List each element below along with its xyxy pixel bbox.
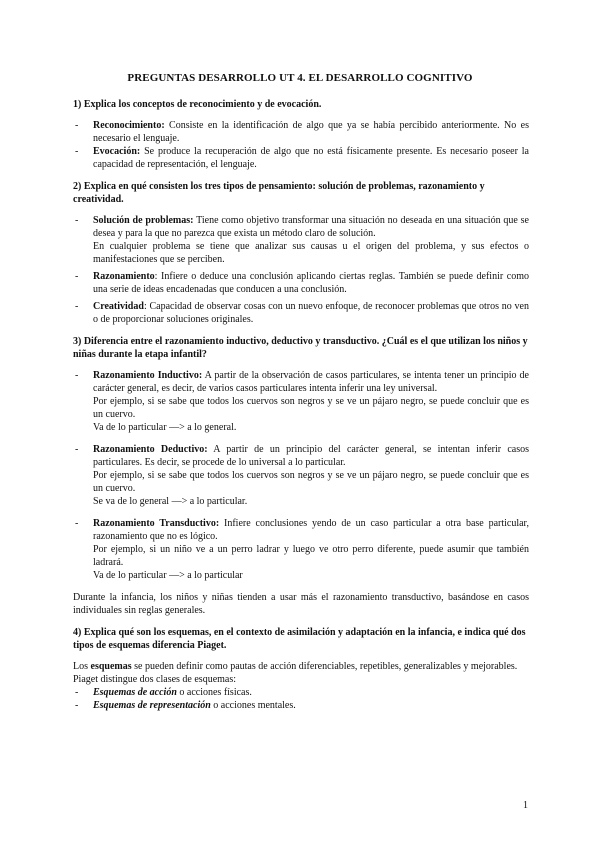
q3-item-deductivo-example: Por ejemplo, si se sabe que todos los cuervos son negros y se ve un pájaro negro, se puede concluir que es un cuervo.: [93, 470, 529, 494]
q2-item-creatividad: [73, 300, 529, 326]
q1-item-reconocimiento: [73, 119, 529, 145]
definition: A partir de la observación de casos particulares, se intenta tener un principio de carácter general, es decir, de varios casos particulares intenta inferir una ley universal.: [93, 370, 529, 394]
q3-item-transductivo-example: Por ejemplo, si un niño ve a un perro ladrar y luego ve otro perro diferente, puede asumir que también ladrará.: [93, 544, 529, 568]
q3-item-transductivo: [73, 517, 529, 543]
bullet-dash: -: [75, 120, 79, 131]
term: Razonamiento: [93, 271, 155, 282]
definition: Infiere conclusiones yendo de un caso particular a otra base particular, razonamiento que no es lógico.: [93, 518, 529, 542]
intro-post: se pueden definir como pautas de acción diferenciables, repetibles, generalizables y mejorables.: [131, 661, 518, 672]
bullet-dash: -: [75, 518, 79, 529]
document-body: [73, 98, 529, 712]
question-1-heading: 1) Explica los conceptos de reconocimiento y de evocación.: [73, 99, 322, 110]
definition: : Capacidad de observar cosas con un nuevo enfoque, de reconocer problemas que otros no ven o de proporcionar soluciones originales.: [93, 301, 529, 325]
bullet-dash: -: [75, 215, 79, 226]
term: Creatividad: [93, 301, 144, 312]
definition: : Infiere o deduce una conclusión aplicando ciertas reglas. También se puede definir como una serie de ideas encadenadas que conducen a una conclusión.: [93, 271, 529, 295]
q3-item-inductivo-summary: Va de lo particular —> a lo general.: [93, 422, 237, 433]
definition: A partir de un principio del carácter general, se intentan inferir casos particulares. Es decir, se procede de lo universal a lo particular.: [93, 444, 529, 468]
bullet-dash: -: [75, 444, 79, 455]
intro-term: esquemas: [90, 661, 132, 672]
definition: Tiene como objetivo transformar una situación no deseada en una situación que se desea y para la que no parezca que exista un método claro de solución.: [93, 215, 529, 239]
term: Razonamiento Deductivo:: [93, 444, 208, 455]
term: Esquemas de acción: [93, 687, 177, 698]
bullet-dash: -: [75, 370, 79, 381]
q4-intro-paragraph: [73, 660, 529, 673]
page-number: 1: [523, 800, 528, 811]
definition: Se produce la recuperación de algo que no está físicamente presente. Es necesario poseer la capacidad de representación, el lenguaje.: [93, 146, 529, 170]
bullet-dash: -: [75, 301, 79, 312]
term: Solución de problemas:: [93, 215, 194, 226]
bullet-dash: -: [75, 146, 79, 157]
q3-item-transductivo-summary: Va de lo particular —> a lo particular: [93, 570, 243, 581]
bullet-dash: -: [75, 271, 79, 282]
definition: Consiste en la identificación de algo que ya se había percibido anteriormente. No es necesario el lenguaje.: [93, 120, 529, 144]
document-title: PREGUNTAS DESARROLLO UT 4. EL DESARROLLO COGNITIVO: [127, 72, 473, 84]
question-2-heading: 2) Explica en qué consisten los tres tipos de pensamiento: solución de problemas, razonamiento y creatividad.: [73, 181, 485, 205]
q3-closing-paragraph: Durante la infancia, los niños y niñas tienden a usar más el razonamiento transductivo, basándose en casos individuales sin reglas generales.: [73, 592, 529, 616]
q3-item-deductivo: [73, 443, 529, 469]
term: Evocación:: [93, 146, 141, 157]
q2-item-razonamiento: [73, 270, 529, 296]
term: Razonamiento Transductivo:: [93, 518, 220, 529]
definition: o acciones físicas.: [176, 687, 252, 698]
bullet-dash: -: [75, 687, 79, 698]
q3-item-inductivo: [73, 369, 529, 395]
q3-item-inductivo-example: Por ejemplo, si se sabe que todos los cuervos son negros y se ve un pájaro negro, se puede concluir que es un cuervo.: [93, 396, 529, 420]
bullet-dash: -: [75, 700, 79, 711]
question-4-heading: 4) Explica qué son los esquemas, en el contexto de asimilación y adaptación en la infancia, e indica qué dos tipos de esquemas diferencia Piaget.: [73, 627, 526, 651]
q4-item-representacion: [73, 699, 529, 712]
term: Reconocimiento:: [93, 120, 165, 131]
q3-item-deductivo-summary: Se va de lo general —> a lo particular.: [93, 496, 248, 507]
q4-item-accion: [73, 686, 529, 699]
q4-piaget-line: Piaget distingue dos clases de esquemas:: [73, 674, 237, 685]
q2-item-solucion: [73, 214, 529, 240]
term: Razonamiento Inductivo:: [93, 370, 203, 381]
q1-item-evocacion: [73, 145, 529, 171]
intro-pre: Los: [73, 661, 91, 672]
term: Esquemas de representación: [93, 700, 211, 711]
definition: o acciones mentales.: [210, 700, 296, 711]
question-3-heading: 3) Diferencia entre el razonamiento inductivo, deductivo y transductivo. ¿Cuál es el que utilizan los niños y niñas durante la etapa infantil?: [73, 336, 528, 360]
q2-item-solucion-extra: En cualquier problema se tiene que analizar sus causas u el origen del problema, y sus efectos o manifestaciones que se perciben.: [93, 241, 529, 265]
